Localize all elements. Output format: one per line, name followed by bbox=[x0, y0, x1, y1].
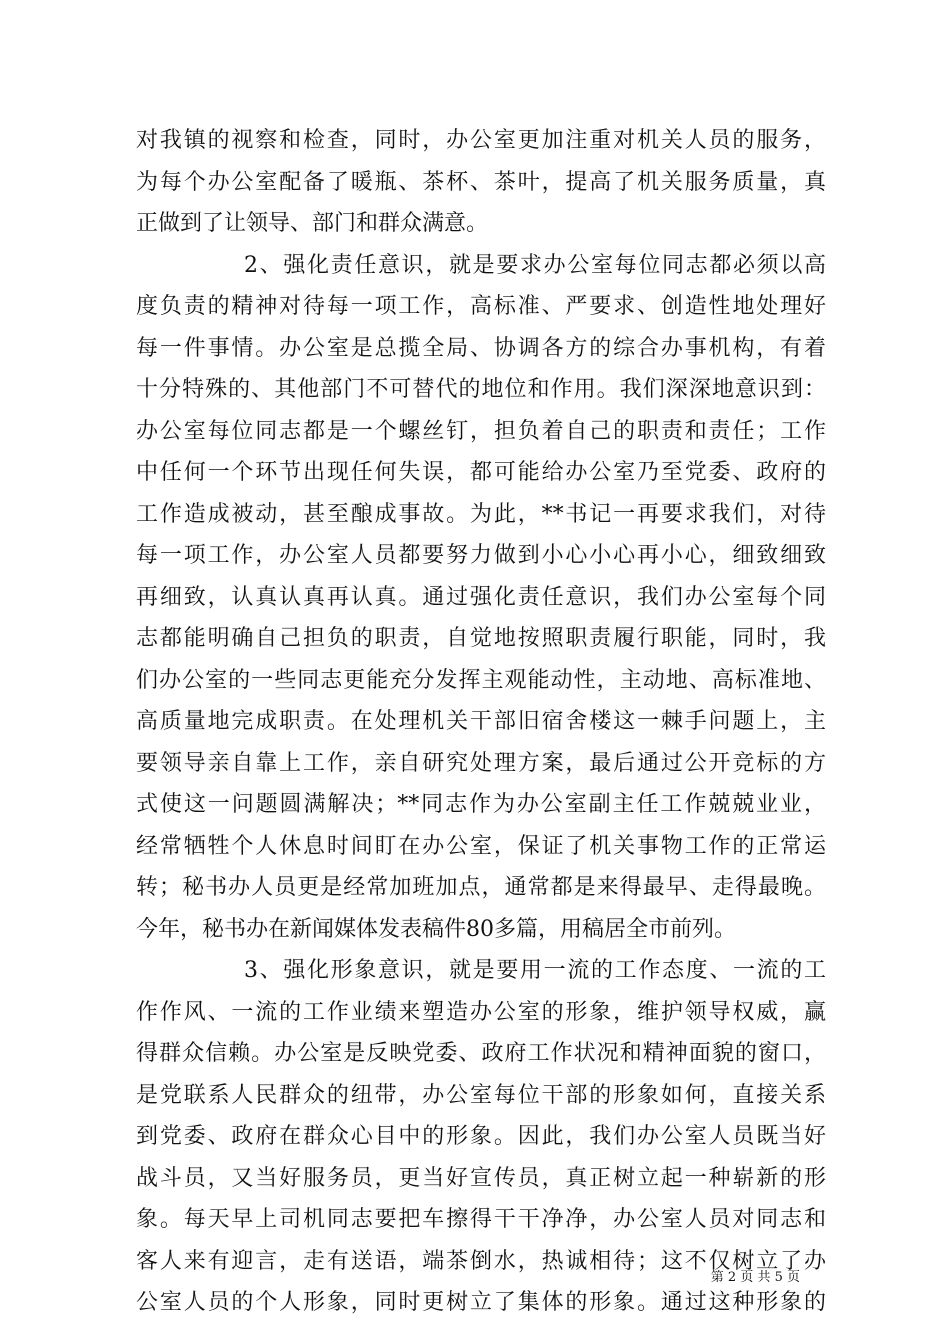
text-line: 们办公室的一些同志更能充分发挥主观能动性，主动地、高标准地、 bbox=[136, 667, 826, 693]
text-line: 客人来有迎言，走有送语，端茶倒水，热诚相待；这不仅树立了办 bbox=[136, 1248, 826, 1274]
text-line: 经常牺牲个人休息时间盯在办公室，保证了机关事物工作的正常运 bbox=[136, 833, 826, 859]
paragraph-2-first-line: 2、强化责任意识，就是要求办公室每位同志都必须以高 bbox=[244, 252, 826, 278]
page-number: 第 2 页 共 5 页 bbox=[710, 1270, 800, 1285]
text-line: 每一件事情。办公室是总揽全局、协调各方的综合办事机构，有着 bbox=[136, 335, 826, 361]
text-line: 到党委、政府在群众心目中的形象。因此，我们办公室人员既当好 bbox=[136, 1124, 826, 1149]
text-line: 再细致，认真认真再认真。通过强化责任意识，我们办公室每个同 bbox=[136, 584, 826, 610]
text-line: 十分特殊的、其他部门不可替代的地位和作用。我们深深地意识到： bbox=[136, 377, 826, 402]
text-line: 战斗员，又当好服务员，更当好宣传员，真正树立起一种崭新的形 bbox=[136, 1165, 826, 1191]
text-line: 高质量地完成职责。在处理机关干部旧宿舍楼这一棘手问题上，主 bbox=[136, 709, 826, 734]
text-line: 今年，秘书办在新闻媒体发表稿件80多篇，用稿居全市前列。 bbox=[136, 916, 736, 942]
text-line: 得群众信赖。办公室是反映党委、政府工作状况和精神面貌的窗口， bbox=[136, 1041, 826, 1066]
text-line: 式使这一问题圆满解决；**同志作为办公室副主任工作兢兢业业， bbox=[136, 792, 826, 817]
text-line: 度负责的精神对待每一项工作，高标准、严要求、创造性地处理好 bbox=[136, 294, 826, 319]
text-line: 公室人员的个人形象，同时更树立了集体的形象。通过这种形象的 bbox=[136, 1290, 826, 1315]
text-line: 工作造成被动，甚至酿成事故。为此，**书记一再要求我们，对待 bbox=[136, 501, 826, 527]
text-line: 要领导亲自靠上工作，亲自研究处理方案，最后通过公开竞标的方 bbox=[136, 750, 826, 776]
text-line: 志都能明确自己担负的职责，自觉地按照职责履行职能，同时，我 bbox=[136, 626, 826, 651]
text-line: 每一项工作，办公室人员都要努力做到小心小心再小心，细致细致 bbox=[136, 543, 826, 568]
text-line: 为每个办公室配备了暖瓶、茶杯、茶叶，提高了机关服务质量，真 bbox=[136, 169, 826, 195]
text-line: 是党联系人民群众的纽带，办公室每位干部的形象如何，直接关系 bbox=[136, 1082, 826, 1108]
text-line: 中任何一个环节出现任何失误，都可能给办公室乃至党委、政府的 bbox=[136, 460, 826, 485]
text-line: 象。每天早上司机同志要把车擦得干干净净，办公室人员对同志和 bbox=[136, 1207, 826, 1232]
text-line: 作作风、一流的工作业绩来塑造办公室的形象，维护领导权威，赢 bbox=[136, 999, 826, 1025]
text-line: 正做到了让领导、部门和群众满意。 bbox=[136, 211, 489, 236]
paragraph-3-first-line: 3、强化形象意识，就是要用一流的工作态度、一流的工 bbox=[244, 958, 826, 983]
text-line: 转；秘书办人员更是经常加班加点，通常都是来得最早、走得最晚。 bbox=[136, 875, 826, 900]
text-line: 对我镇的视察和检查，同时，办公室更加注重对机关人员的服务， bbox=[136, 128, 826, 153]
body-text bbox=[136, 120, 826, 1324]
text-line: 办公室每位同志都是一个螺丝钉，担负着自己的职责和责任；工作 bbox=[136, 418, 826, 444]
